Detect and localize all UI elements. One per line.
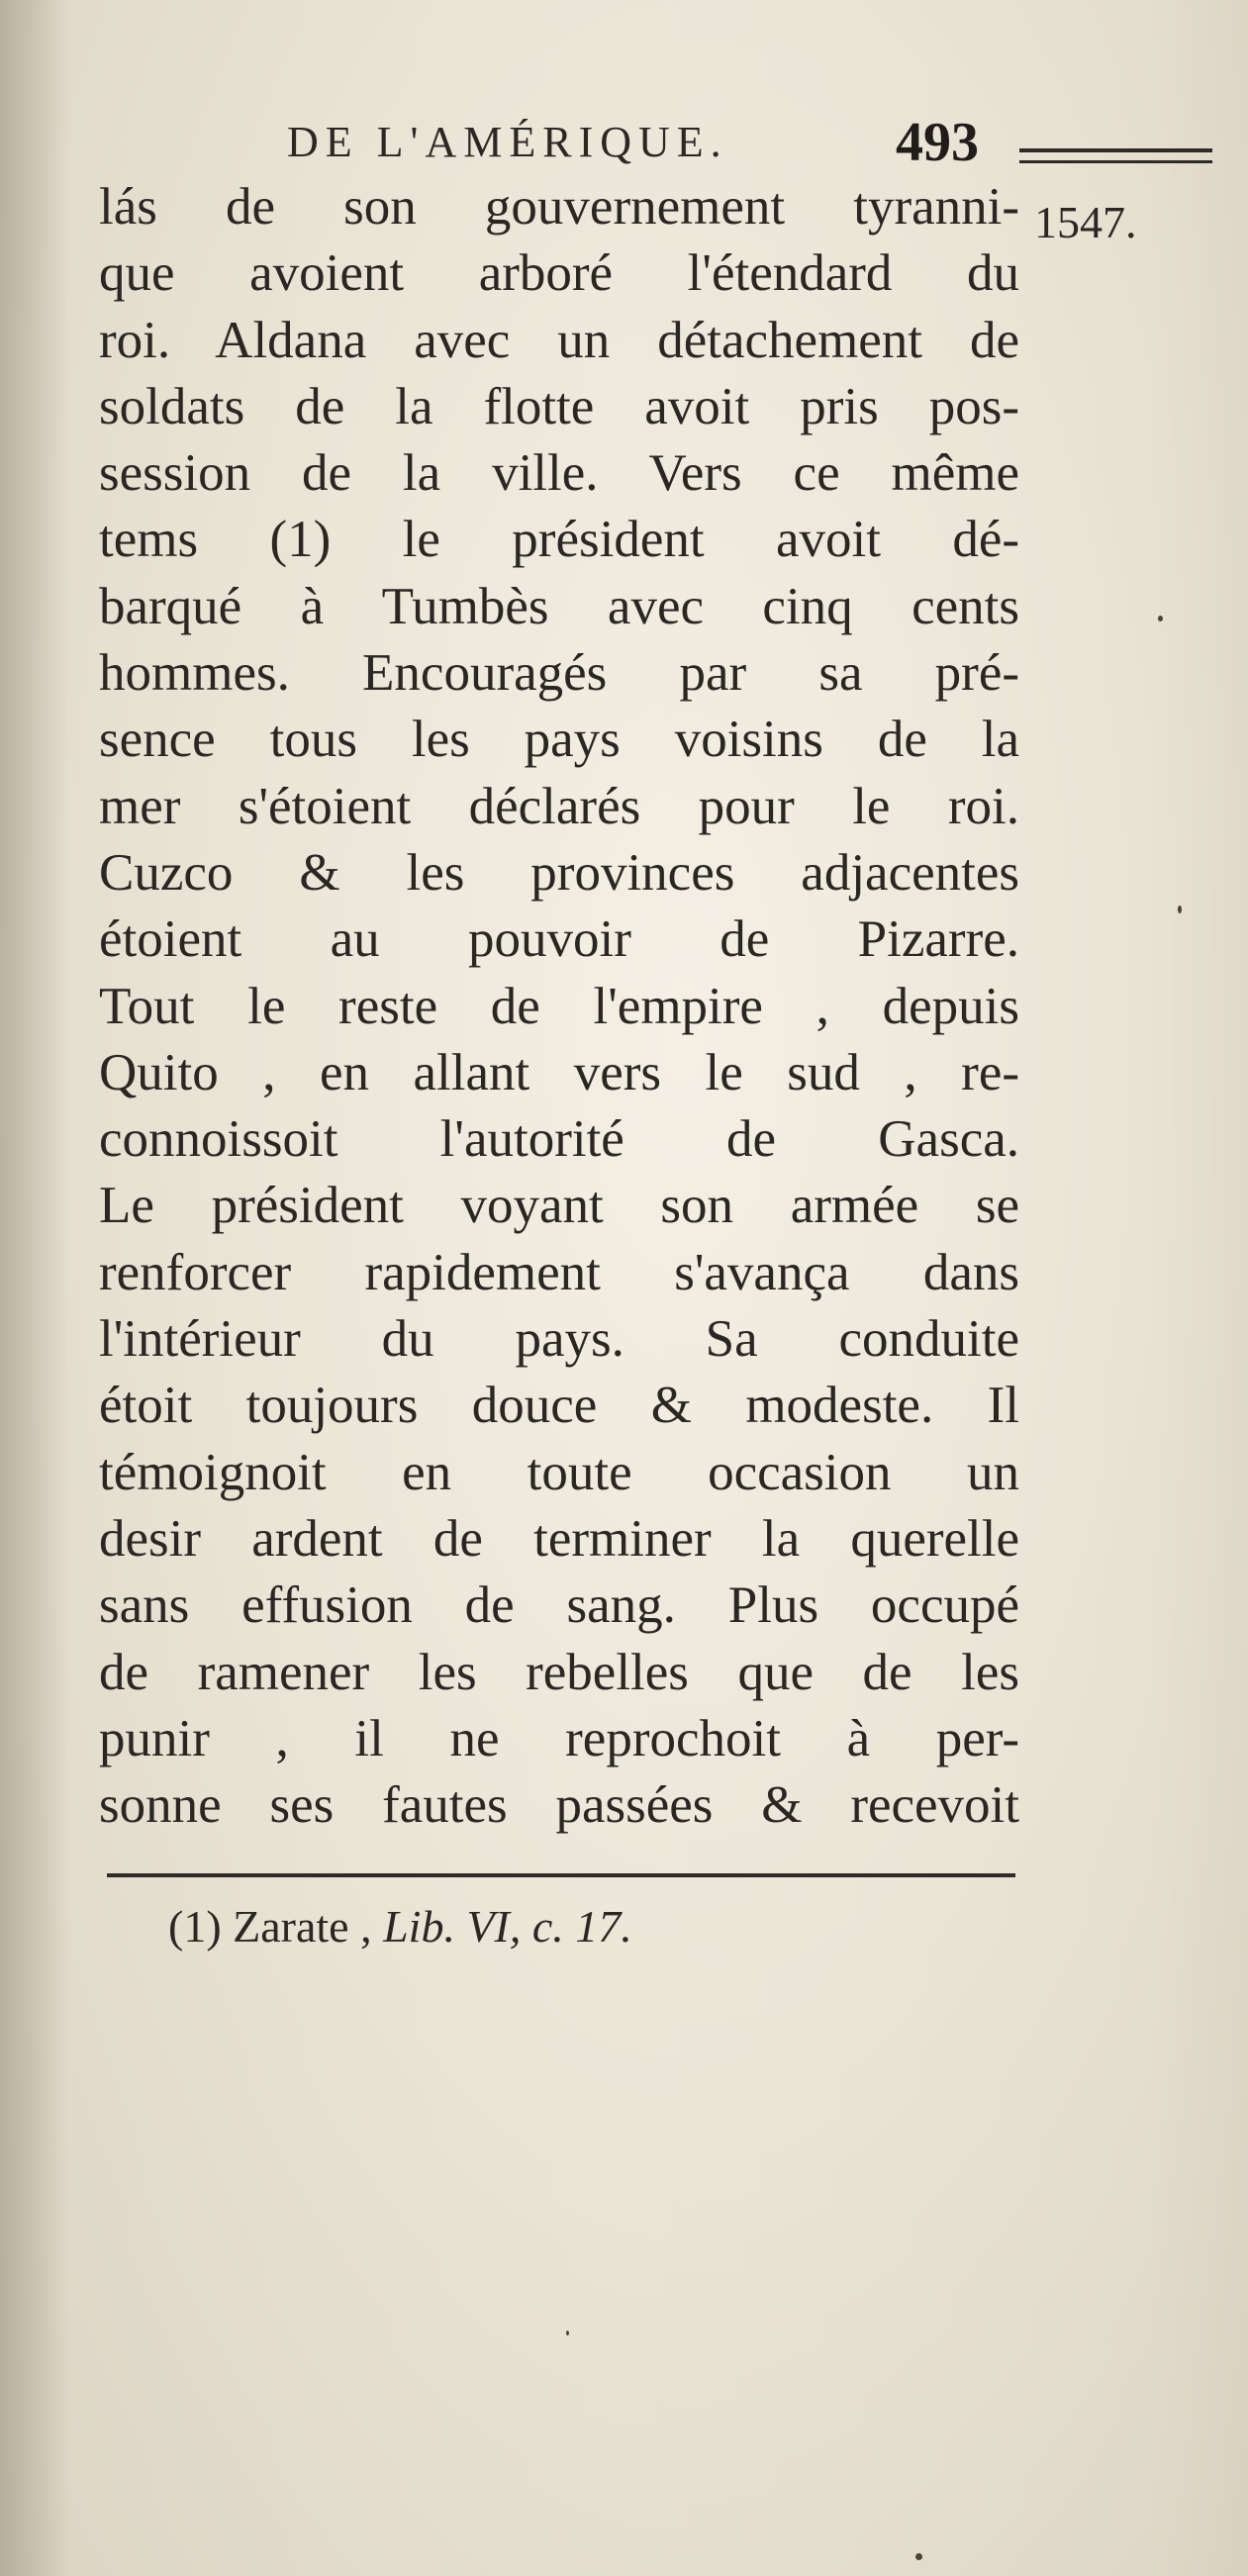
text-line: renforcer rapidement s'avança dans: [99, 1243, 1019, 1301]
footnote: [168, 1900, 632, 1953]
running-head-title: DE L'AMÉRIQUE.: [287, 118, 728, 166]
text-line: de ramener les rebelles que de les: [99, 1643, 1019, 1701]
text-line: Quito , en allant vers le sud , re-: [99, 1043, 1019, 1101]
text-line: mer s'étoient déclarés pour le roi.: [99, 777, 1019, 835]
text-line: l'intérieur du pays. Sa conduite: [99, 1310, 1019, 1369]
text-line: sans effusion de sang. Plus occupé: [99, 1576, 1019, 1635]
text-line: que avoient arboré l'étendard du: [99, 244, 1019, 303]
paper-speck: [1158, 616, 1163, 621]
text-line: étoient au pouvoir de Pizarre.: [99, 910, 1019, 969]
text-line: roi. Aldana avec un détachement de: [99, 311, 1019, 369]
text-line: connoissoit l'autorité de Gasca.: [99, 1110, 1019, 1169]
paper-speck: [566, 2331, 569, 2336]
text-line: punir , il ne reprochoit à per-: [99, 1709, 1019, 1767]
text-line: soldats de la flotte avoit pris pos-: [99, 377, 1019, 435]
text-line: Cuzco & les provinces adjacentes: [99, 843, 1019, 902]
text-line: lás de son gouvernement tyranni-: [99, 178, 1019, 236]
page-number: 493: [896, 112, 979, 173]
footnote-rule: [107, 1873, 1015, 1877]
text-line: témoignoit en toute occasion un: [99, 1443, 1019, 1501]
body-text: [99, 174, 1019, 1839]
paper-speck: [1178, 906, 1182, 913]
running-head: [257, 107, 1039, 176]
text-line: session de la ville. Vers ce même: [99, 444, 1019, 503]
paper-speck: [915, 2553, 922, 2560]
text-line: sonne ses fautes passées & recevoit: [99, 1776, 1019, 1835]
text-line: Le président voyant son armée se: [99, 1177, 1019, 1235]
margin-year-note: 1547.: [1034, 197, 1137, 247]
gutter-shadow: [0, 0, 69, 2576]
footnote-author: Zarate ,: [233, 1901, 372, 1952]
text-line: barqué à Tumbès avec cinq cents: [99, 577, 1019, 635]
text-line: sence tous les pays voisins de la: [99, 711, 1019, 769]
running-head-rule: [1019, 148, 1212, 163]
footnote-citation: Lib. VI, c. 17.: [383, 1901, 632, 1952]
text-line: desir ardent de terminer la querelle: [99, 1509, 1019, 1568]
text-line: Tout le reste de l'empire , depuis: [99, 977, 1019, 1035]
text-line: hommes. Encouragés par sa pré-: [99, 644, 1019, 703]
text-line: tems (1) le président avoit dé-: [99, 511, 1019, 569]
footnote-marker: (1): [168, 1901, 222, 1952]
text-line: étoit toujours douce & modeste. Il: [99, 1377, 1019, 1435]
